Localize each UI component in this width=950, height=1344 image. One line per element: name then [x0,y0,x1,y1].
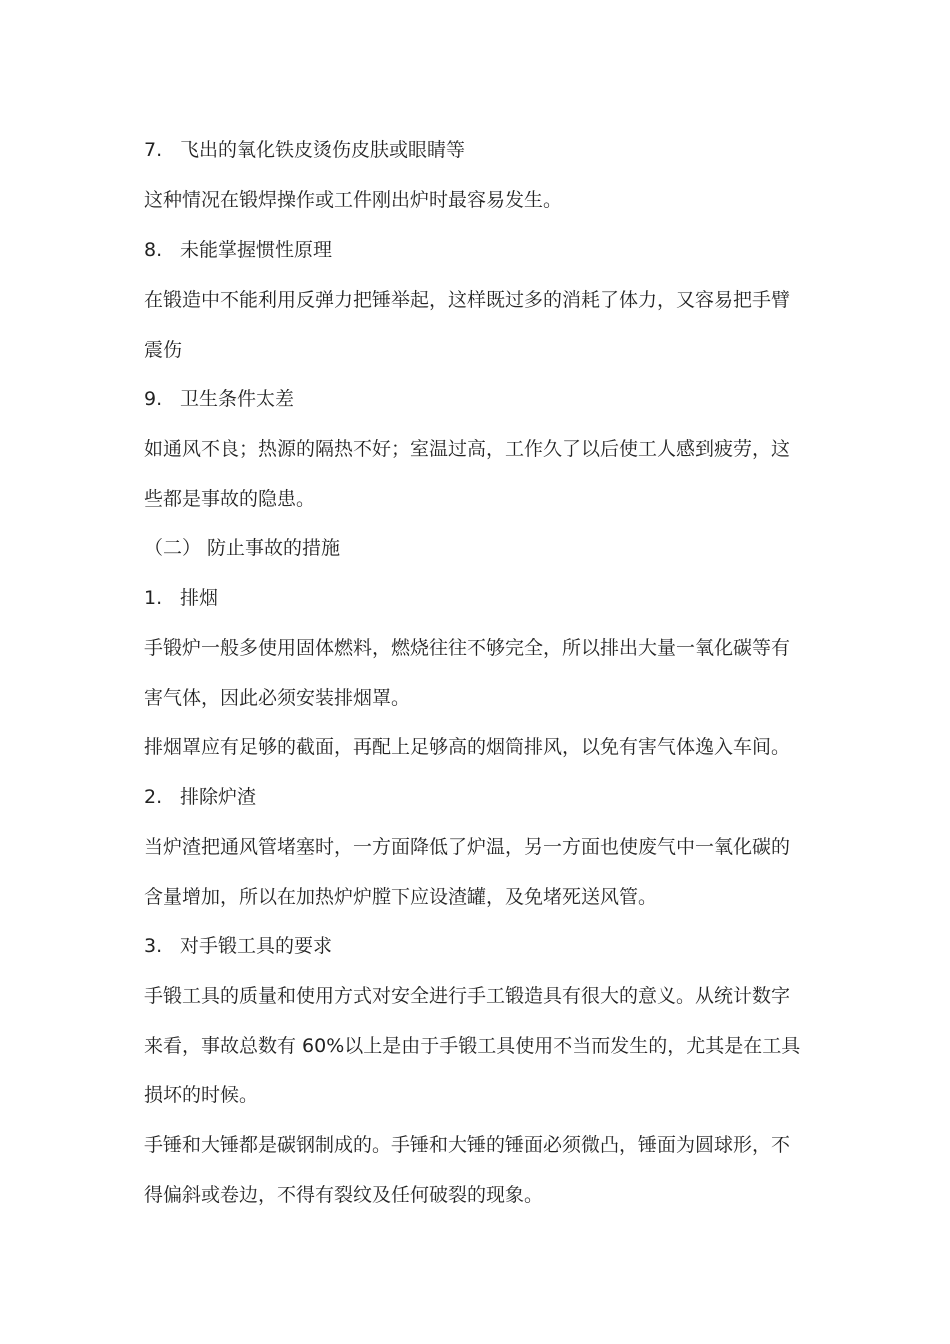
heading-number: 2. [144,786,163,808]
paragraph-line: 含量增加，所以在加热炉炉膛下应设渣罐，及免堵死送风管。 [144,886,658,908]
paragraph-line: 手锤和大锤都是碳钢制成的。手锤和大锤的锤面必须微凸，锤面为圆球形，不 [144,1134,791,1156]
paragraph-line: 当炉渣把通风管堵塞时，一方面降低了炉温，另一方面也使废气中一氧化碳的 [144,836,791,858]
heading-text: 排除炉渣 [180,786,257,808]
heading-text: 排烟 [180,587,219,609]
heading-text: 未能掌握惯性原理 [180,239,333,261]
heading-number: 7. [144,139,163,161]
heading-number: 8. [144,239,163,261]
heading-number: 9. [144,388,163,410]
paragraph-line: 害气体，因此必须安装排烟罩。 [144,687,411,709]
heading-3 [144,933,814,959]
paragraph-line: 来看，事故总数有 60%以上是由于手锻工具使用不当而发生的，尤其是在工具 [144,1035,801,1057]
paragraph-line: 得偏斜或卷边，不得有裂纹及任何破裂的现象。 [144,1184,544,1206]
paragraph-line: 在锻造中不能利用反弹力把锤举起，这样既过多的消耗了体力，又容易把手臂 [144,289,791,311]
paragraph-line: 如通风不良；热源的隔热不好；室温过高，工作久了以后使工人感到疲劳，这 [144,438,791,460]
heading-9 [144,386,814,412]
heading-text: 卫生条件太差 [180,388,295,410]
paragraph-line: 手锻炉一般多使用固体燃料，燃烧往往不够完全，所以排出大量一氧化碳等有 [144,637,791,659]
paragraph-line: 些都是事故的隐患。 [144,488,316,510]
heading-text: 飞出的氧化铁皮烫伤皮肤或眼睛等 [180,139,466,161]
heading-text: 对手锻工具的要求 [180,935,333,957]
paragraph-line: 震伤 [144,339,183,361]
heading-8 [144,237,814,263]
heading-2 [144,784,814,810]
heading-1 [144,585,814,611]
heading-7 [144,137,814,163]
paragraph-line: 排烟罩应有足够的截面，再配上足够高的烟筒排风，以免有害气体逸入车间。 [144,736,791,758]
paragraph-line: 手锻工具的质量和使用方式对安全进行手工锻造具有很大的意义。从统计数字 [144,985,791,1007]
paragraph-line: 这种情况在锻焊操作或工件刚出炉时最容易发生。 [144,189,563,211]
paragraph-line: 损坏的时候。 [144,1084,259,1106]
section-heading: （二） 防止事故的措施 [144,537,341,559]
heading-number: 1. [144,587,163,609]
heading-number: 3. [144,935,163,957]
